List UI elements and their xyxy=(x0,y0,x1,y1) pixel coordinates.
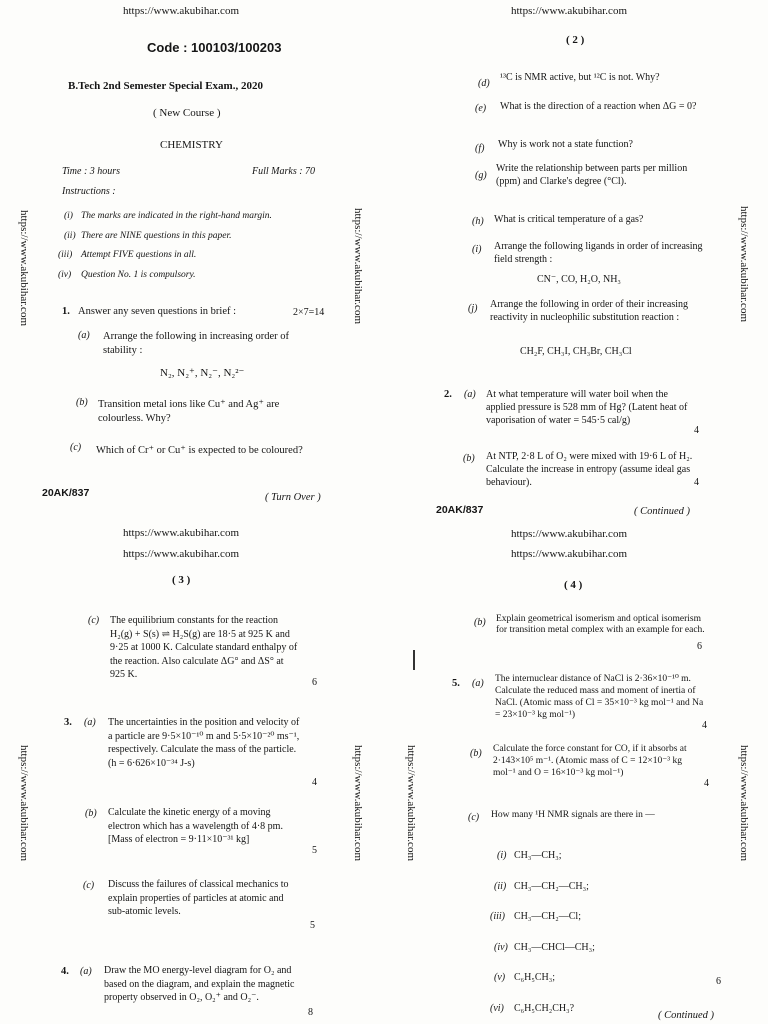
course-label: ( New Course ) xyxy=(153,107,221,119)
q4b-text: Explain geometrical isomerism and optical isomerism for transition metal complex with an example for each. xyxy=(496,614,705,636)
nmr-item: (vi) C₆H₅CH₂CH₃? xyxy=(490,1002,575,1014)
q1d-label: (d) xyxy=(478,78,490,89)
q1c-label: (c) xyxy=(70,442,82,453)
nmr-item: (i) CH₃—CH₃; xyxy=(497,850,562,861)
q1a-label: (a) xyxy=(78,330,90,341)
footer-code: 20AK/837 xyxy=(42,487,90,499)
q1b-text: Transition metal ions like Cu⁺ and Ag⁺ are colourless. Why? xyxy=(98,399,280,424)
watermark-url-top-left[interactable]: https://www.akubihar.com xyxy=(123,5,239,17)
watermark-url-mid[interactable]: https://www.akubihar.com xyxy=(511,548,627,560)
q4b-label: (b) xyxy=(474,617,486,628)
instruction-item: (i) The marks are indicated in the right-hand margin. xyxy=(64,211,272,221)
q1-text: Answer any seven questions in brief : xyxy=(78,306,237,317)
q1f-label: (f) xyxy=(475,143,485,154)
nmr-item: (v) C₆H₅CH₃; xyxy=(494,972,556,983)
watermark-url-side: https://www.akubihar.com xyxy=(352,208,364,324)
exam-title: B.Tech 2nd Semester Special Exam., 2020 xyxy=(68,80,263,92)
q2c-label: (c) xyxy=(88,615,100,626)
q1c-text: Which of Cr⁺ or Cu⁺ is expected to be coloured? xyxy=(96,445,303,456)
q2a-text: At what temperature will water boil when the applied pressure is 528 mm of Hg? (Latent heat of vaporisation of water = 545·5 cal/g) xyxy=(486,389,688,426)
watermark-url-top-right[interactable]: https://www.akubihar.com xyxy=(511,5,627,17)
q3a-marks: 4 xyxy=(312,777,317,788)
instruction-item: (iv) Question No. 1 is compulsory. xyxy=(58,269,196,280)
q4-number: 4. xyxy=(61,966,69,977)
q4a-label: (a) xyxy=(80,966,92,977)
instructions-list xyxy=(58,207,344,285)
watermark-url-side: https://www.akubihar.com xyxy=(18,210,30,326)
q5c-text: How many ¹H NMR signals are there in — xyxy=(491,810,655,820)
q1j-text: Arrange the following in order of their increasing reactivity in nucleophilic substitution reaction : xyxy=(490,299,688,323)
nmr-item: (iv) CH₃—CHCl—CH₃; xyxy=(494,941,595,953)
watermark-url-mid[interactable]: https://www.akubihar.com xyxy=(123,527,239,539)
full-marks: Full Marks : 70 xyxy=(252,166,316,177)
continued: ( Continued ) xyxy=(634,506,690,517)
q1j-formula: CH₂F, CH₃I, CH₃Br, CH₃Cl xyxy=(520,346,632,357)
q3-number: 3. xyxy=(64,717,72,728)
q4b-marks: 6 xyxy=(697,641,702,652)
q3a-label: (a) xyxy=(84,717,96,728)
q1-marks: 2×7=14 xyxy=(293,307,325,318)
q2a-marks: 4 xyxy=(694,425,699,436)
watermark-url-side: https://www.akubihar.com xyxy=(738,745,750,861)
q2b-marks: 4 xyxy=(694,477,699,488)
q5c-marks: 6 xyxy=(716,976,721,987)
q4a-marks: 8 xyxy=(308,1007,313,1018)
q3b-label: (b) xyxy=(85,808,97,819)
q1a-formula: N₂, N₂⁺, N₂⁻, N₂²⁻ xyxy=(160,367,245,379)
turn-over: ( Turn Over ) xyxy=(265,492,321,503)
q1f-text: Why is work not a state function? xyxy=(498,139,633,150)
q2b-label: (b) xyxy=(463,453,475,464)
watermark-url-side: https://www.akubihar.com xyxy=(405,745,417,861)
q1h-label: (h) xyxy=(472,216,484,227)
q5a-label: (a) xyxy=(472,678,484,689)
watermark-url-mid[interactable]: https://www.akubihar.com xyxy=(511,528,627,540)
q1d-text: ¹³C is NMR active, but ¹²C is not. Why? xyxy=(500,72,660,83)
nmr-item: (iii) CH₃—CH₂—Cl; xyxy=(490,911,581,922)
continued: ( Continued ) xyxy=(658,1010,714,1021)
q3c-label: (c) xyxy=(83,880,95,891)
q5b-marks: 4 xyxy=(704,778,709,789)
subject-title: CHEMISTRY xyxy=(160,139,223,151)
instruction-item: (ii) There are NINE questions in this paper. xyxy=(64,230,232,241)
q4a-text: Draw the MO energy-level diagram for O₂ and based on the diagram, and explain the magnetic property observed in O₂, O₂⁺ and O₂⁻. xyxy=(104,965,295,1004)
q1-number: 1. xyxy=(62,306,70,317)
q5a-text: The internuclear distance of NaCl is 2·36×10⁻¹⁰ m. Calculate the reduced mass and moment of inertia of NaCl. (Atomic mass of Cl = 35×10⁻³ kg mol⁻¹ and Na = 23×10⁻³ kg mol⁻¹) xyxy=(495,674,704,720)
nmr-item: (ii) CH₃—CH₂—CH₃; xyxy=(494,880,589,892)
q1j-label: (j) xyxy=(468,303,478,314)
watermark-url-side: https://www.akubihar.com xyxy=(352,745,364,861)
page-number: ( 3 ) xyxy=(172,574,191,586)
q2-number: 2. xyxy=(444,389,452,400)
q1e-text: What is the direction of a reaction when ΔG = 0? xyxy=(500,101,697,112)
q3c-text: Discuss the failures of classical mechanics to explain properties of particles at atomic and sub-atomic levels. xyxy=(108,879,289,918)
instructions-title: Instructions : xyxy=(62,186,116,197)
q1a-text: Arrange the following in increasing order of stability : xyxy=(103,331,290,356)
paper-code: Code : 100103/100203 xyxy=(147,40,282,55)
q5b-label: (b) xyxy=(470,748,482,759)
q5c-label: (c) xyxy=(468,812,480,823)
q1h-text: What is critical temperature of a gas? xyxy=(494,214,644,225)
q3c-marks: 5 xyxy=(310,920,315,931)
page-number: ( 4 ) xyxy=(564,579,583,591)
q5a-marks: 4 xyxy=(702,720,707,731)
q3b-marks: 5 xyxy=(312,845,317,856)
q1i-text: Arrange the following ligands in order of increasing field strength : xyxy=(494,241,703,265)
footer-code: 20AK/837 xyxy=(436,504,484,516)
scan-mark xyxy=(413,650,415,670)
q1g-label: (g) xyxy=(475,170,487,181)
q3b-text: Calculate the kinetic energy of a moving electron which has a wavelength of 4·8 pm. [Mass of electron = 9·11×10⁻³¹ kg] xyxy=(108,807,283,846)
q1i-formula: CN⁻, CO, H₂O, NH₃ xyxy=(537,274,621,285)
q3a-text: The uncertainties in the position and velocity of a particle are 9·5×10⁻¹⁰ m and 5·5×10⁻²⁰ ms⁻¹, respectively. Calculate the mass of the particle. (h = 6·626×10⁻³⁴ J-s) xyxy=(108,717,300,769)
q2b-text: At NTP, 2·8 L of O₂ were mixed with 19·6 L of H₂. Calculate the increase in entropy (assume ideal gas behaviour). xyxy=(486,451,693,488)
q1e-label: (e) xyxy=(475,103,487,114)
q1g-text: Write the relationship between parts per million (ppm) and Clarke's degree (°Cl). xyxy=(496,163,688,187)
q2a-label: (a) xyxy=(464,389,476,400)
instruction-item: (iii) Attempt FIVE questions in all. xyxy=(58,250,197,260)
q1b-label: (b) xyxy=(76,397,88,408)
nmr-list xyxy=(490,841,684,1024)
page-number: ( 2 ) xyxy=(566,34,585,46)
q5-number: 5. xyxy=(452,678,460,689)
watermark-url-side: https://www.akubihar.com xyxy=(18,745,30,861)
q2c-marks: 6 xyxy=(312,677,317,688)
q5b-text: Calculate the force constant for CO, if it absorbs at 2·143×10⁵ m⁻¹. (Atomic mass of C = 12×10⁻³ kg mol⁻¹ and O = 16×10⁻³ kg mol⁻¹) xyxy=(493,744,687,778)
q2c-text: The equilibrium constants for the reaction H₂(g) + S(s) ⇌ H₂S(g) are 18·5 at 925 K and 9·25 at 1000 K. Calculate standard enthalpy of the reaction. Also calculate ΔG° and ΔS° at 925 K. xyxy=(110,615,298,681)
q1i-label: (i) xyxy=(472,244,482,255)
watermark-url-mid[interactable]: https://www.akubihar.com xyxy=(123,548,239,560)
time-allowed: Time : 3 hours xyxy=(62,166,121,177)
watermark-url-side: https://www.akubihar.com xyxy=(738,206,750,322)
